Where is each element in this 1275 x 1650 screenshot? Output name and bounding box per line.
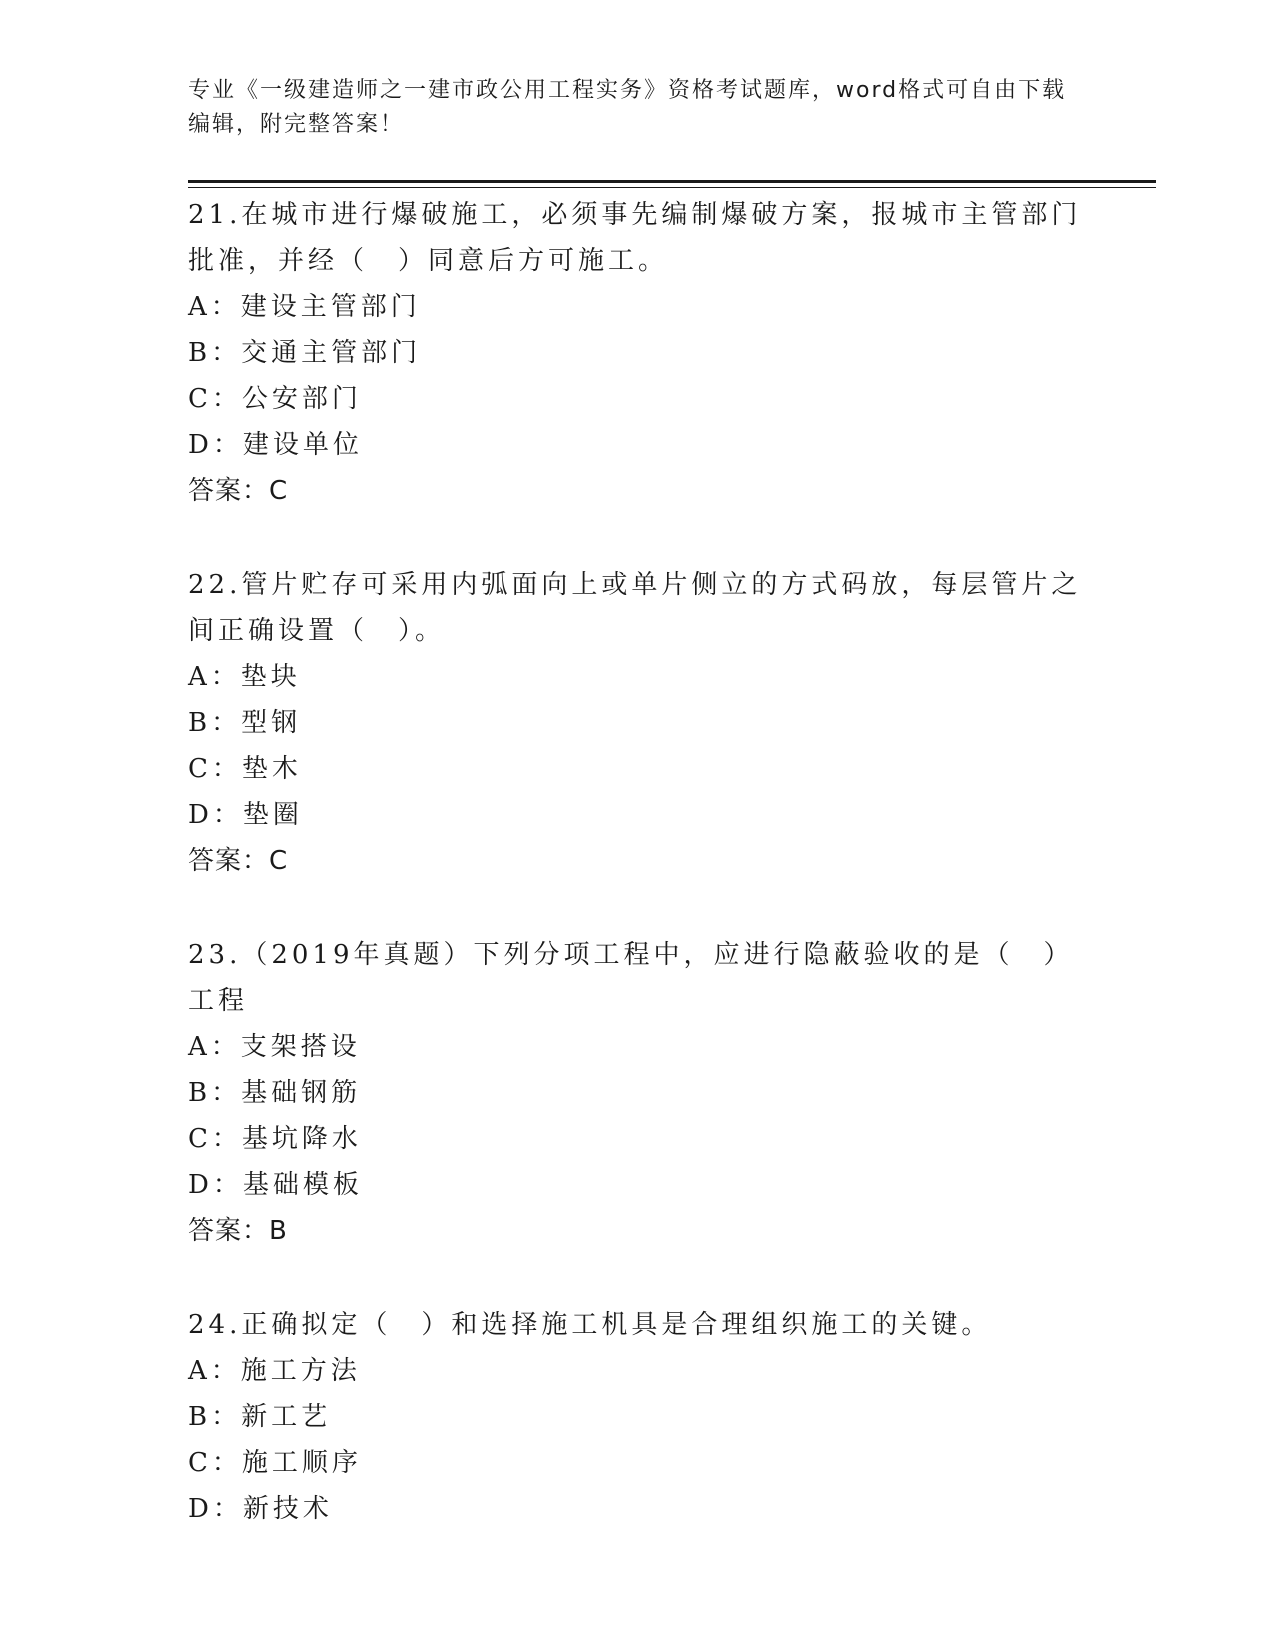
option-a: A：支架搭设 bbox=[188, 1032, 361, 1062]
question-text: 22.管片贮存可采用内弧面向上或单片侧立的方式码放，每层管片之间正确设置（ ）。 bbox=[188, 570, 1082, 646]
question-text: 24.正确拟定（ ）和选择施工机具是合理组织施工的关键。 bbox=[188, 1310, 992, 1340]
option-d: D：垫圈 bbox=[188, 800, 303, 830]
option-c: C：基坑降水 bbox=[188, 1124, 362, 1154]
option-c: C：垫木 bbox=[188, 754, 302, 784]
answer: 答案：C bbox=[188, 476, 289, 506]
option-b: B：新工艺 bbox=[188, 1402, 332, 1432]
question-21 bbox=[188, 192, 1088, 514]
header-rule-thick bbox=[188, 180, 1156, 183]
answer: 答案：C bbox=[188, 846, 289, 876]
question-22 bbox=[188, 562, 1088, 884]
question-text: 21.在城市进行爆破施工，必须事先编制爆破方案，报城市主管部门批准，并经（ ）同意后方可施工。 bbox=[188, 200, 1082, 276]
option-d: D：基础模板 bbox=[188, 1170, 363, 1200]
option-d: D：新技术 bbox=[188, 1494, 333, 1524]
question-text: 23.（2019年真题）下列分项工程中，应进行隐蔽验收的是（ ）工程 bbox=[188, 940, 1074, 1016]
option-b: B：基础钢筋 bbox=[188, 1078, 362, 1108]
question-23 bbox=[188, 932, 1088, 1254]
option-a: A：垫块 bbox=[188, 662, 301, 692]
option-b: B：型钢 bbox=[188, 708, 302, 738]
option-d: D：建设单位 bbox=[188, 430, 363, 460]
option-c: C：公安部门 bbox=[188, 384, 362, 414]
option-c: C：施工顺序 bbox=[188, 1448, 362, 1478]
document-header: 专业《一级建造师之一建市政公用工程实务》资格考试题库，word格式可自由下载编辑，附完整答案！ bbox=[188, 78, 1067, 137]
question-24 bbox=[188, 1302, 1088, 1532]
header-rule-thin bbox=[188, 187, 1156, 188]
option-b: B：交通主管部门 bbox=[188, 338, 422, 368]
question-list bbox=[188, 192, 1088, 1580]
answer: 答案：B bbox=[188, 1216, 288, 1246]
option-a: A：建设主管部门 bbox=[188, 292, 421, 322]
option-a: A：施工方法 bbox=[188, 1356, 361, 1386]
